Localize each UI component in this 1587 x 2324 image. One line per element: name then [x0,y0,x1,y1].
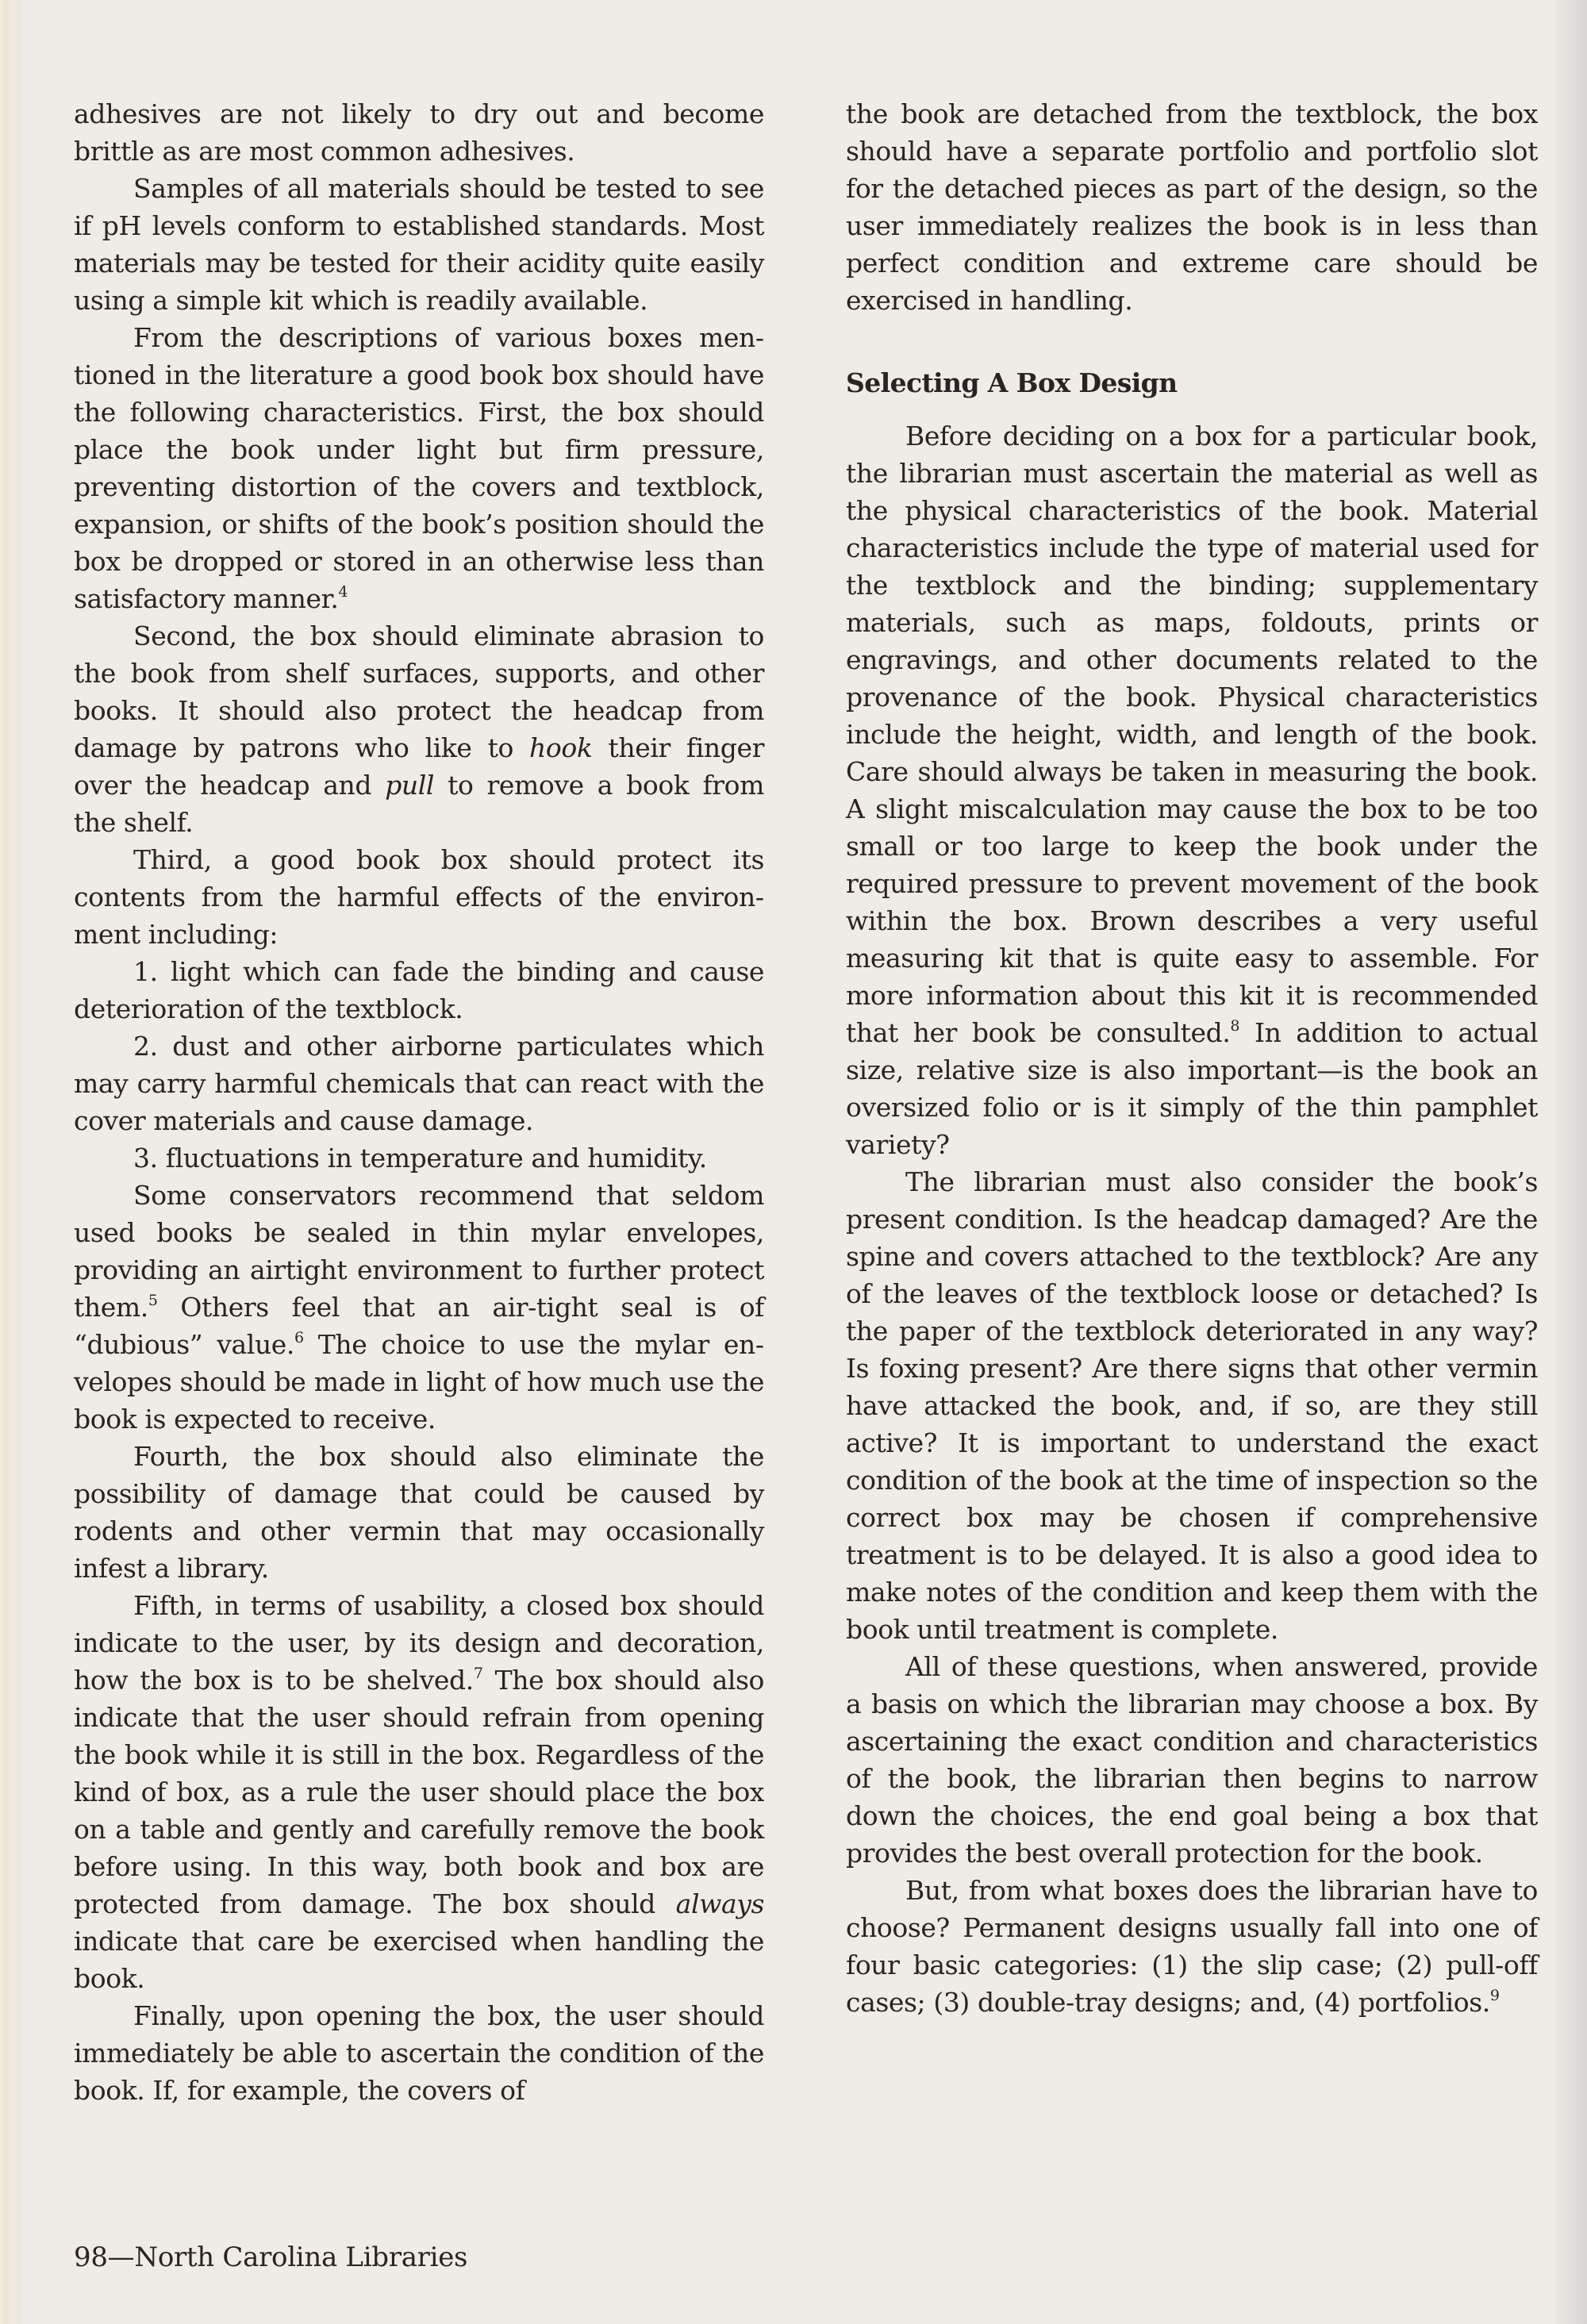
left-column [74,95,764,2109]
footnote-ref: 7 [473,1665,483,1682]
paragraph-text: In addition to actual size, relative size is also important—is the book an oversized folio or is it simply of the thin pamphlet variety? [846,1017,1538,1160]
page-footer: 98—North Carolina Libraries [74,2241,468,2273]
footnote-ref: 5 [148,1292,158,1309]
right-column [846,95,1538,2021]
paragraph-text: Fifth, in terms of usability, a closed box should indicate to the user, by its design and decoration, how the box is to be shelved. [74,1590,764,1696]
paragraph: Finally, upon opening the box, the user should immediately be able to ascertain the condition of the book. If, for example, the covers of [74,2000,764,2106]
paragraph: Samples of all materials should be tested to see if pH levels conform to established standards. Most materials may be tested for their acidity quite easily using a simple kit which is readily available. [74,173,764,316]
emphasis: always [675,1888,764,1919]
footnote-ref: 6 [294,1329,304,1346]
emphasis: pull [385,770,435,801]
emphasis: hook [529,732,593,763]
paragraph-text: Before deciding on a box for a particular book, the librarian must ascertain the material as well as the physical characteristics of the book. Material characteristics include the type of material used for the textblock and the binding; supplementary materials, such as maps, foldouts, prints or engravings, and other documents related to the provenance of the book. Physical characteristics include the height, width, and length of the book. Care should always be taken in measuring the book. A slight miscalculation may cause the box to be too small or too large to keep the book under the required pressure to prevent movement of the book within the box. Brown describes a very useful measuring kit that is quite easy to assemble. For more information about this kit it is recommended that her book be consulted. [846,421,1538,1048]
paragraph [846,1872,1538,2021]
paragraph [74,617,764,841]
paragraph [846,417,1538,1163]
paragraph: the book are detached from the textblock, the box should have a separate portfolio and portfolio slot for the detached pieces as part of the design, so the user immediately realizes the book is in less than perfect condition and extreme care should be exercised in handling. [846,98,1538,316]
list-item: 3. fluctuations in temperature and humidity. [133,1143,707,1174]
paragraph-text: their finger over the headcap and [74,732,764,801]
paragraph-text: But, from what boxes does the librarian have to choose? Permanent designs usually fall into one of four basic categories: (1) the slip case; (2) pull-off cases; (3) double-tray designs; and, (4) portfolios. [846,1875,1538,2018]
list-item: 2. dust and other airborne particulates which may carry harmful chemicals that can react with the cover materials and cause damage. [74,1031,764,1136]
section-heading-wrap [846,364,1538,401]
list-item: 1. light which can fade the binding and cause deterioration of the textblock. [74,956,764,1024]
paragraph [74,1177,764,1438]
paragraph: adhesives are not likely to dry out and become brittle as are most common adhesives. [74,98,764,167]
paragraph: All of these questions, when answered, provide a basis on which the librarian may choose a box. By ascertaining the exact condition and characteristics of the book, the librarian then begins to narrow down the choices, the end goal being a box that provides the best overall protection for the book. [846,1651,1538,1869]
paragraph-text: Second, the box should eliminate abrasion to the book from shelf surfaces, supports, and other books. It should also protect the headcap from damage by patrons who like to [74,620,764,763]
paragraph-text: to remove a book from the shelf. [74,770,764,838]
footnote-ref: 8 [1230,1017,1240,1035]
page-gutter-edge [0,0,21,2324]
section-heading: Selecting A Box Design [846,367,1178,398]
paragraph-text: Others feel that an air-tight seal is of “dubious” value. [74,1292,764,1360]
footnote-ref: 4 [338,583,348,601]
paragraph-text: From the descriptions of various boxes mentioned in the literature a good book box should have the following characteristics. First, the box should place the book under light but firm pressure, preventing distortion of the covers and textblock, expansion, or shifts of the book’s position should the box be dropped or stored in an otherwise less than satisfactory manner. [74,322,764,614]
page-outer-edge [1555,0,1587,2324]
paragraph-text: indicate that care be exercised when handling the book. [74,1926,764,1994]
paragraph-text: Some conservators recommend that seldom used books be sealed in thin mylar envelopes, providing an airtight environment to further protect them. [74,1180,764,1323]
paragraph [74,1587,764,1997]
paragraph: The librarian must also consider the book’s present condition. Is the headcap damaged? Are the spine and covers attached to the textblock? Are any of the leaves of the textblock loose or detached? Is the paper of the textblock deteriorated in any way? Is foxing present? Are there signs that other vermin have attacked the book, and, if so, are they still active? It is important to understand the exact condition of the book at the time of inspection so the correct box may be chosen if comprehensive treatment is to be delayed. It is also a good idea to make notes of the condition and keep them with the book until treatment is complete. [846,1166,1538,1645]
paragraph-text: The choice to use the mylar envelopes should be made in light of how much use the book is expected to receive. [74,1329,765,1435]
footnote-ref: 9 [1489,1987,1500,2004]
paragraph [74,319,764,617]
paragraph-text: The box should also indicate that the user should refrain from opening the book while it is still in the box. Regardless of the kind of box, as a rule the user should place the box on a table and gently and carefully remove the book before using. In this way, both book and box are protected from damage. The box should [74,1665,764,1919]
paragraph: Fourth, the box should also eliminate the possibility of damage that could be caused by rodents and other vermin that may occasionally infest a library. [74,1441,764,1584]
paragraph: Third, a good book box should protect its contents from the harmful effects of the environment including: [74,844,764,950]
